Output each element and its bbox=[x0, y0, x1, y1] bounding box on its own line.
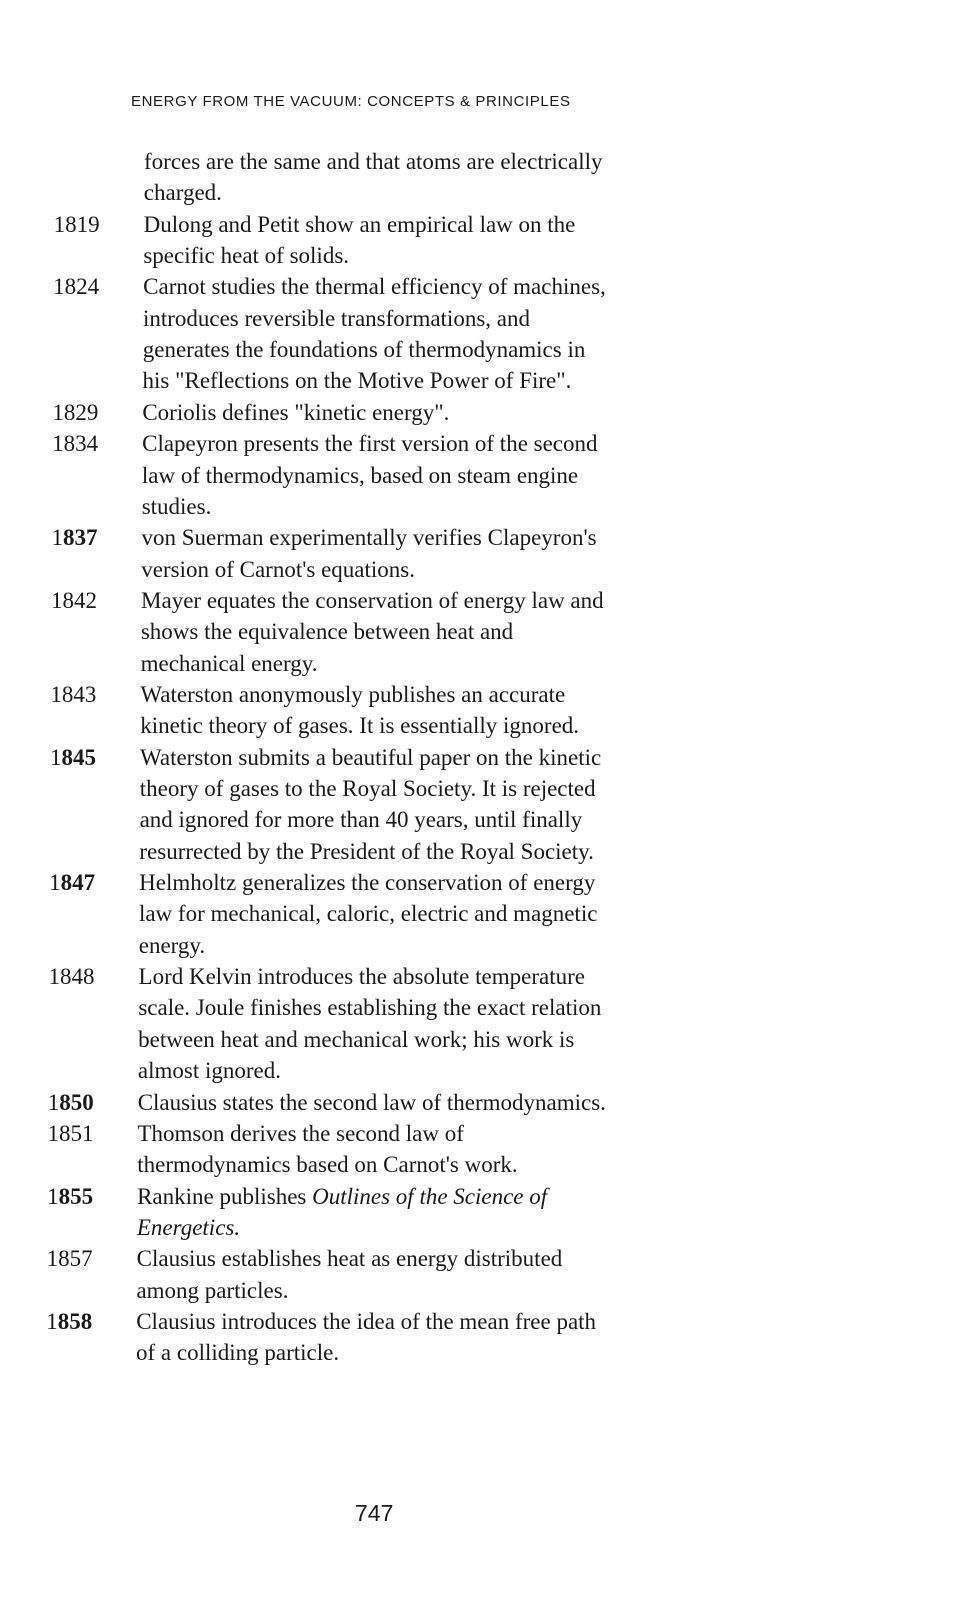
entry-text: energy. bbox=[138, 932, 206, 958]
entry-text-line bbox=[139, 932, 205, 960]
entry-text: mechanical energy. bbox=[140, 650, 318, 676]
entry-text-line bbox=[143, 273, 606, 301]
entry-text-line bbox=[142, 462, 578, 490]
entry-text: version of Carnot's equations. bbox=[141, 556, 415, 582]
entry-text-line bbox=[143, 242, 349, 270]
entry-year bbox=[50, 681, 96, 709]
entry-year bbox=[46, 1308, 92, 1336]
entry-text: Carnot studies the thermal efficiency of machines, bbox=[143, 274, 606, 300]
entry-text-line bbox=[140, 775, 596, 803]
entry-text: shows the equivalence between heat and bbox=[140, 619, 514, 645]
entry-text-line bbox=[140, 806, 583, 834]
entry-year-digit: 1857 bbox=[46, 1246, 93, 1272]
entry-text-line bbox=[137, 1214, 240, 1242]
entry-year bbox=[49, 869, 95, 897]
entry-year-digit: 1 bbox=[50, 744, 62, 770]
entry-text: Clapeyron presents the first version of the second bbox=[142, 431, 598, 457]
entry-year-bold: 847 bbox=[60, 870, 96, 896]
entry-text: and ignored for more than 40 years, until finally bbox=[139, 807, 583, 833]
entry-text-line bbox=[138, 1057, 281, 1085]
entry-year bbox=[47, 1183, 93, 1211]
entry-year-digit: 1819 bbox=[53, 211, 100, 237]
entry-year-bold: 845 bbox=[61, 744, 96, 770]
entry-year bbox=[53, 273, 99, 301]
entry-year-digit: 1842 bbox=[51, 587, 98, 613]
entry-text-line bbox=[136, 1339, 339, 1367]
entry-text: Helmholtz generalizes the conservation of energy bbox=[139, 870, 596, 896]
running-header: ENERGY FROM THE VACUUM: CONCEPTS & PRINCIPLES bbox=[131, 93, 571, 110]
entry-text-line bbox=[136, 1277, 288, 1305]
book-title-italic: Outlines of the Science of bbox=[312, 1183, 548, 1209]
entry-text-line bbox=[143, 367, 572, 395]
entry-year bbox=[50, 744, 96, 772]
entry-text: Dulong and Petit show an empirical law on the bbox=[143, 211, 576, 237]
entry-text-line bbox=[137, 1120, 463, 1148]
entry-text-line bbox=[139, 900, 597, 928]
entry-year-digit: 1829 bbox=[52, 399, 99, 425]
entry-year bbox=[52, 399, 98, 427]
entry-text-line bbox=[143, 336, 586, 364]
entry-text: theory of gases to the Royal Society. It is rejected bbox=[139, 776, 596, 801]
entry-text-line bbox=[137, 1245, 563, 1273]
entry-year bbox=[51, 587, 97, 615]
entry-year-digit: 1824 bbox=[53, 274, 100, 300]
entry-text-line bbox=[142, 399, 449, 427]
entry-text-line bbox=[142, 493, 212, 521]
entry-text: von Suerman experimentally verifies Clapeyron's bbox=[141, 525, 597, 551]
entry-year-bold: 850 bbox=[59, 1089, 94, 1115]
entry-year-bold: 855 bbox=[58, 1183, 94, 1209]
entry-text-line bbox=[143, 305, 530, 333]
entry-text-line bbox=[140, 712, 579, 740]
entry-text-line bbox=[140, 681, 565, 709]
entry-text-line bbox=[138, 1026, 574, 1054]
entry-text-line bbox=[141, 618, 513, 646]
entry-text-line bbox=[141, 650, 318, 678]
entry-year-digit: 1843 bbox=[50, 681, 97, 707]
entry-text: resurrected by the President of the Royal Society. bbox=[139, 838, 594, 864]
entry-text: his "Reflections on the Motive Power of Fire". bbox=[142, 368, 572, 394]
entry-text: Coriolis defines "kinetic energy". bbox=[142, 399, 450, 425]
entry-text-line bbox=[137, 1151, 517, 1179]
entry-text: Clausius establishes heat as energy distributed bbox=[136, 1246, 563, 1272]
entry-year-digit: 1 bbox=[47, 1183, 59, 1209]
entry-text-line bbox=[139, 838, 594, 866]
entry-year bbox=[54, 211, 100, 239]
book-title-italic: Energetics. bbox=[136, 1214, 241, 1240]
entry-year bbox=[47, 1245, 93, 1273]
entry-year-digit: 1 bbox=[51, 525, 63, 551]
entry-text-line bbox=[136, 1308, 596, 1336]
entry-year-digit: 1848 bbox=[48, 964, 95, 990]
entry-text-line bbox=[141, 587, 604, 615]
entry-year-digit: 1 bbox=[47, 1089, 60, 1115]
entry-text: almost ignored. bbox=[137, 1058, 281, 1084]
entry-text: Mayer equates the conservation of energy law and bbox=[141, 587, 604, 613]
entry-year bbox=[52, 430, 98, 458]
entry-text-line bbox=[144, 148, 602, 176]
entry-year-digit: 1851 bbox=[47, 1120, 94, 1146]
entry-text: between heat and mechanical work; his work is bbox=[138, 1026, 575, 1052]
entry-year-digit: 1 bbox=[49, 870, 61, 896]
entry-text: of a colliding particle. bbox=[136, 1340, 340, 1366]
entry-year bbox=[49, 963, 95, 991]
entry-text: generates the foundations of thermodynamics in bbox=[142, 337, 586, 363]
entry-year bbox=[47, 1120, 93, 1148]
entry-text: specific heat of solids. bbox=[143, 243, 350, 269]
entry-text: Lord Kelvin introduces the absolute temperature bbox=[138, 964, 585, 990]
entry-text: Rankine publishes bbox=[137, 1183, 313, 1209]
entry-text-line bbox=[141, 556, 415, 584]
entry-text: Thomson derives the second law of bbox=[137, 1120, 464, 1146]
entry-text: Waterston anonymously publishes an accurate bbox=[140, 681, 566, 707]
entry-text-line bbox=[138, 994, 601, 1022]
entry-text-line bbox=[139, 869, 595, 897]
entry-year-digit: 1 bbox=[46, 1308, 58, 1334]
entry-text: kinetic theory of gases. It is essentially ignored. bbox=[140, 713, 580, 739]
entry-text: charged. bbox=[143, 180, 222, 206]
entry-year bbox=[48, 1089, 94, 1117]
entry-text: thermodynamics based on Carnot's work. bbox=[137, 1152, 518, 1178]
entry-text: Clausius introduces the idea of the mean free path bbox=[136, 1308, 597, 1334]
entry-year-bold: 858 bbox=[57, 1308, 93, 1334]
entry-year-digit: 1834 bbox=[52, 431, 99, 457]
entry-text-line bbox=[140, 744, 601, 772]
entry-text: law for mechanical, caloric, electric and magnetic bbox=[138, 901, 598, 927]
entry-year bbox=[51, 524, 97, 552]
entry-text: Waterston submits a beautiful paper on the kinetic bbox=[140, 744, 602, 770]
entry-text: Clausius states the second law of thermodynamics. bbox=[137, 1089, 606, 1115]
entry-text: law of thermodynamics, based on steam engine bbox=[141, 462, 579, 488]
entry-year-bold: 837 bbox=[62, 525, 98, 551]
page-number: 747 bbox=[355, 1500, 394, 1526]
entry-text-line bbox=[139, 963, 585, 991]
entry-text-line bbox=[144, 179, 222, 207]
entry-text: forces are the same and that atoms are electrically bbox=[144, 149, 603, 174]
entry-text-line bbox=[137, 1183, 547, 1211]
entry-text: studies. bbox=[141, 493, 212, 519]
entry-text: scale. Joule finishes establishing the exact relation bbox=[138, 995, 602, 1021]
entry-text: among particles. bbox=[136, 1277, 289, 1303]
entry-text-line bbox=[141, 524, 596, 552]
entry-text: introduces reversible transformations, and bbox=[142, 305, 530, 331]
entry-text-line bbox=[144, 211, 576, 239]
entry-text-line bbox=[142, 430, 597, 458]
entry-text-line bbox=[138, 1089, 606, 1117]
